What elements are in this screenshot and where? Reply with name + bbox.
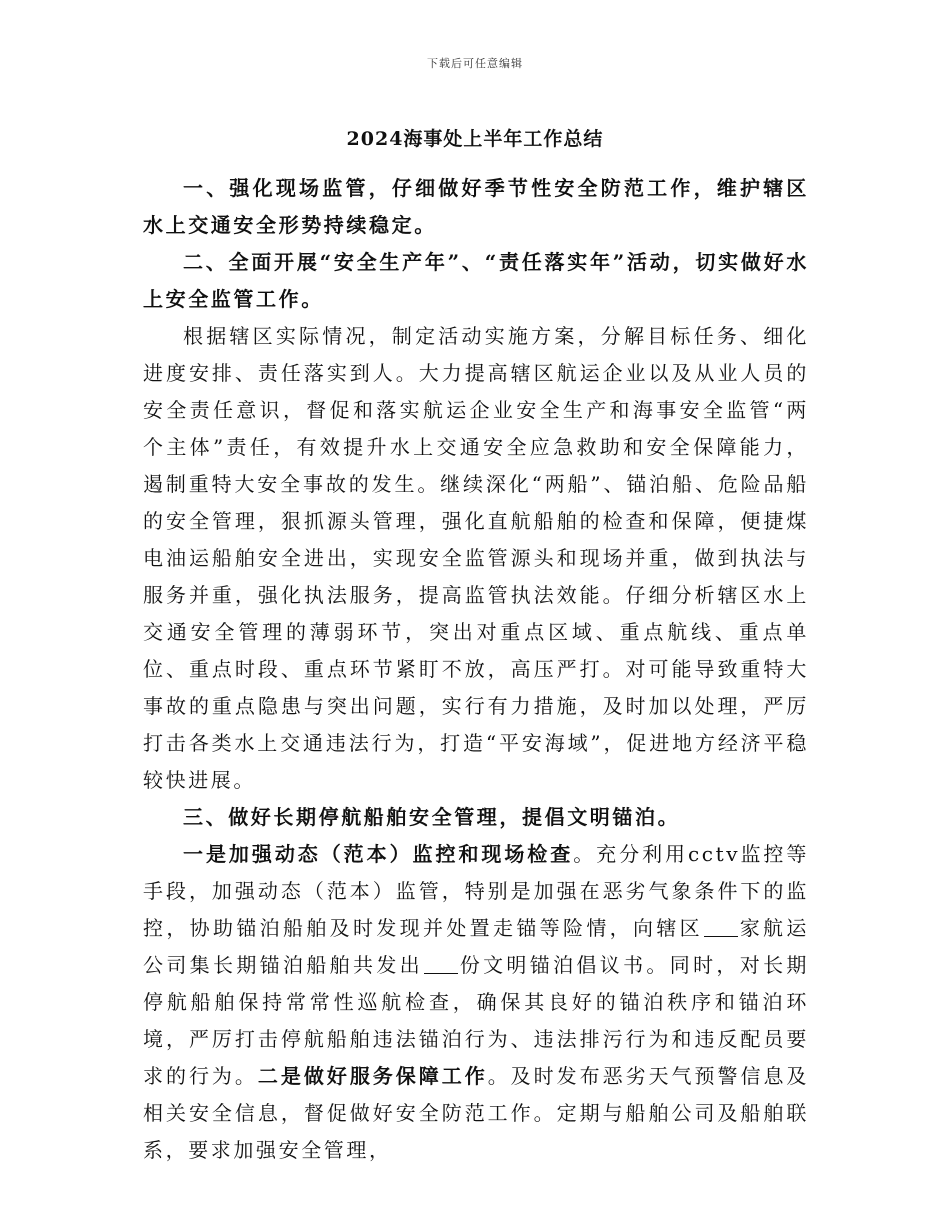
document-body [143,170,809,1169]
point-1-text-a: 。充分利用cctv监控等手段，加强动态（范本）监管，特别是加强在恶劣气象条件下的监控，协助锚泊船舶及时发现并处置走锚等险情，向辖区 [143,842,809,940]
blank-letter-count [424,955,458,974]
section-2-paragraph: 根据辖区实际情况，制定活动实施方案，分解目标任务、细化进度安排、责任落实到人。大力提高辖区航运企业以及从业人员的安全责任意识，督促和落实航运企业安全生产和海事安全监管“两个主体”责任，有效提升水上交通安全应急救助和安全保障能力，遏制重特大安全事故的发生。继续深化“两船”、锚泊船、危险品船的安全管理，狠抓源头管理，强化直航船舶的检查和保障，便捷煤电油运船舶安全进出，实现安全监管源头和现场并重，做到执法与服务并重，强化执法服务，提高监管执法效能。仔细分析辖区水上交通安全管理的薄弱环节，突出对重点区域、重点航线、重点单位、重点时段、重点环节紧盯不放，高压严打。对可能导致重特大事故的重点隐患与突出问题，实行有力措施，及时加以处理，严厉打击各类水上交通违法行为，打造“平安海域”，促进地方经济平稳较快进展。 [143,324,809,792]
page-title: 2024海事处上半年工作总结 [346,128,604,150]
blank-company-count [704,918,738,937]
point-2-title: 二是做好服务保障工作 [257,1064,488,1088]
section-2-heading: 二、全面开展“安全生产年”、“责任落实年”活动，切实做好水上安全监管工作。 [143,250,809,311]
point-2-text: 。及时发布恶劣天气预警信息及相关安全信息，督促做好安全防范工作。定期与船舶公司及船舶联系，要求加强安全管理， [143,1064,810,1162]
section-1-heading: 一、强化现场监管，仔细做好季节性安全防范工作，维护辖区水上交通安全形势持续稳定。 [143,176,809,237]
point-1-text-b: 家航运公司集长期锚泊船舶共发出 [143,916,809,977]
section-3-heading: 三、做好长期停航船舶安全管理，提倡文明锚泊。 [183,805,681,829]
section-3-paragraph [143,836,809,1169]
header-note: 下载后可任意编辑 [427,57,523,70]
point-1-text-c: 份文明锚泊倡议书。同时，对长期停航船舶保持常常性巡航检查，确保其良好的锚泊秩序和锚泊环境，严厉打击停航船舶违法锚泊行为、违法排污行为和违反配员要求的行为。 [143,953,809,1088]
point-1-title: 一是加强动态（范本）监控和现场检查 [183,842,574,866]
